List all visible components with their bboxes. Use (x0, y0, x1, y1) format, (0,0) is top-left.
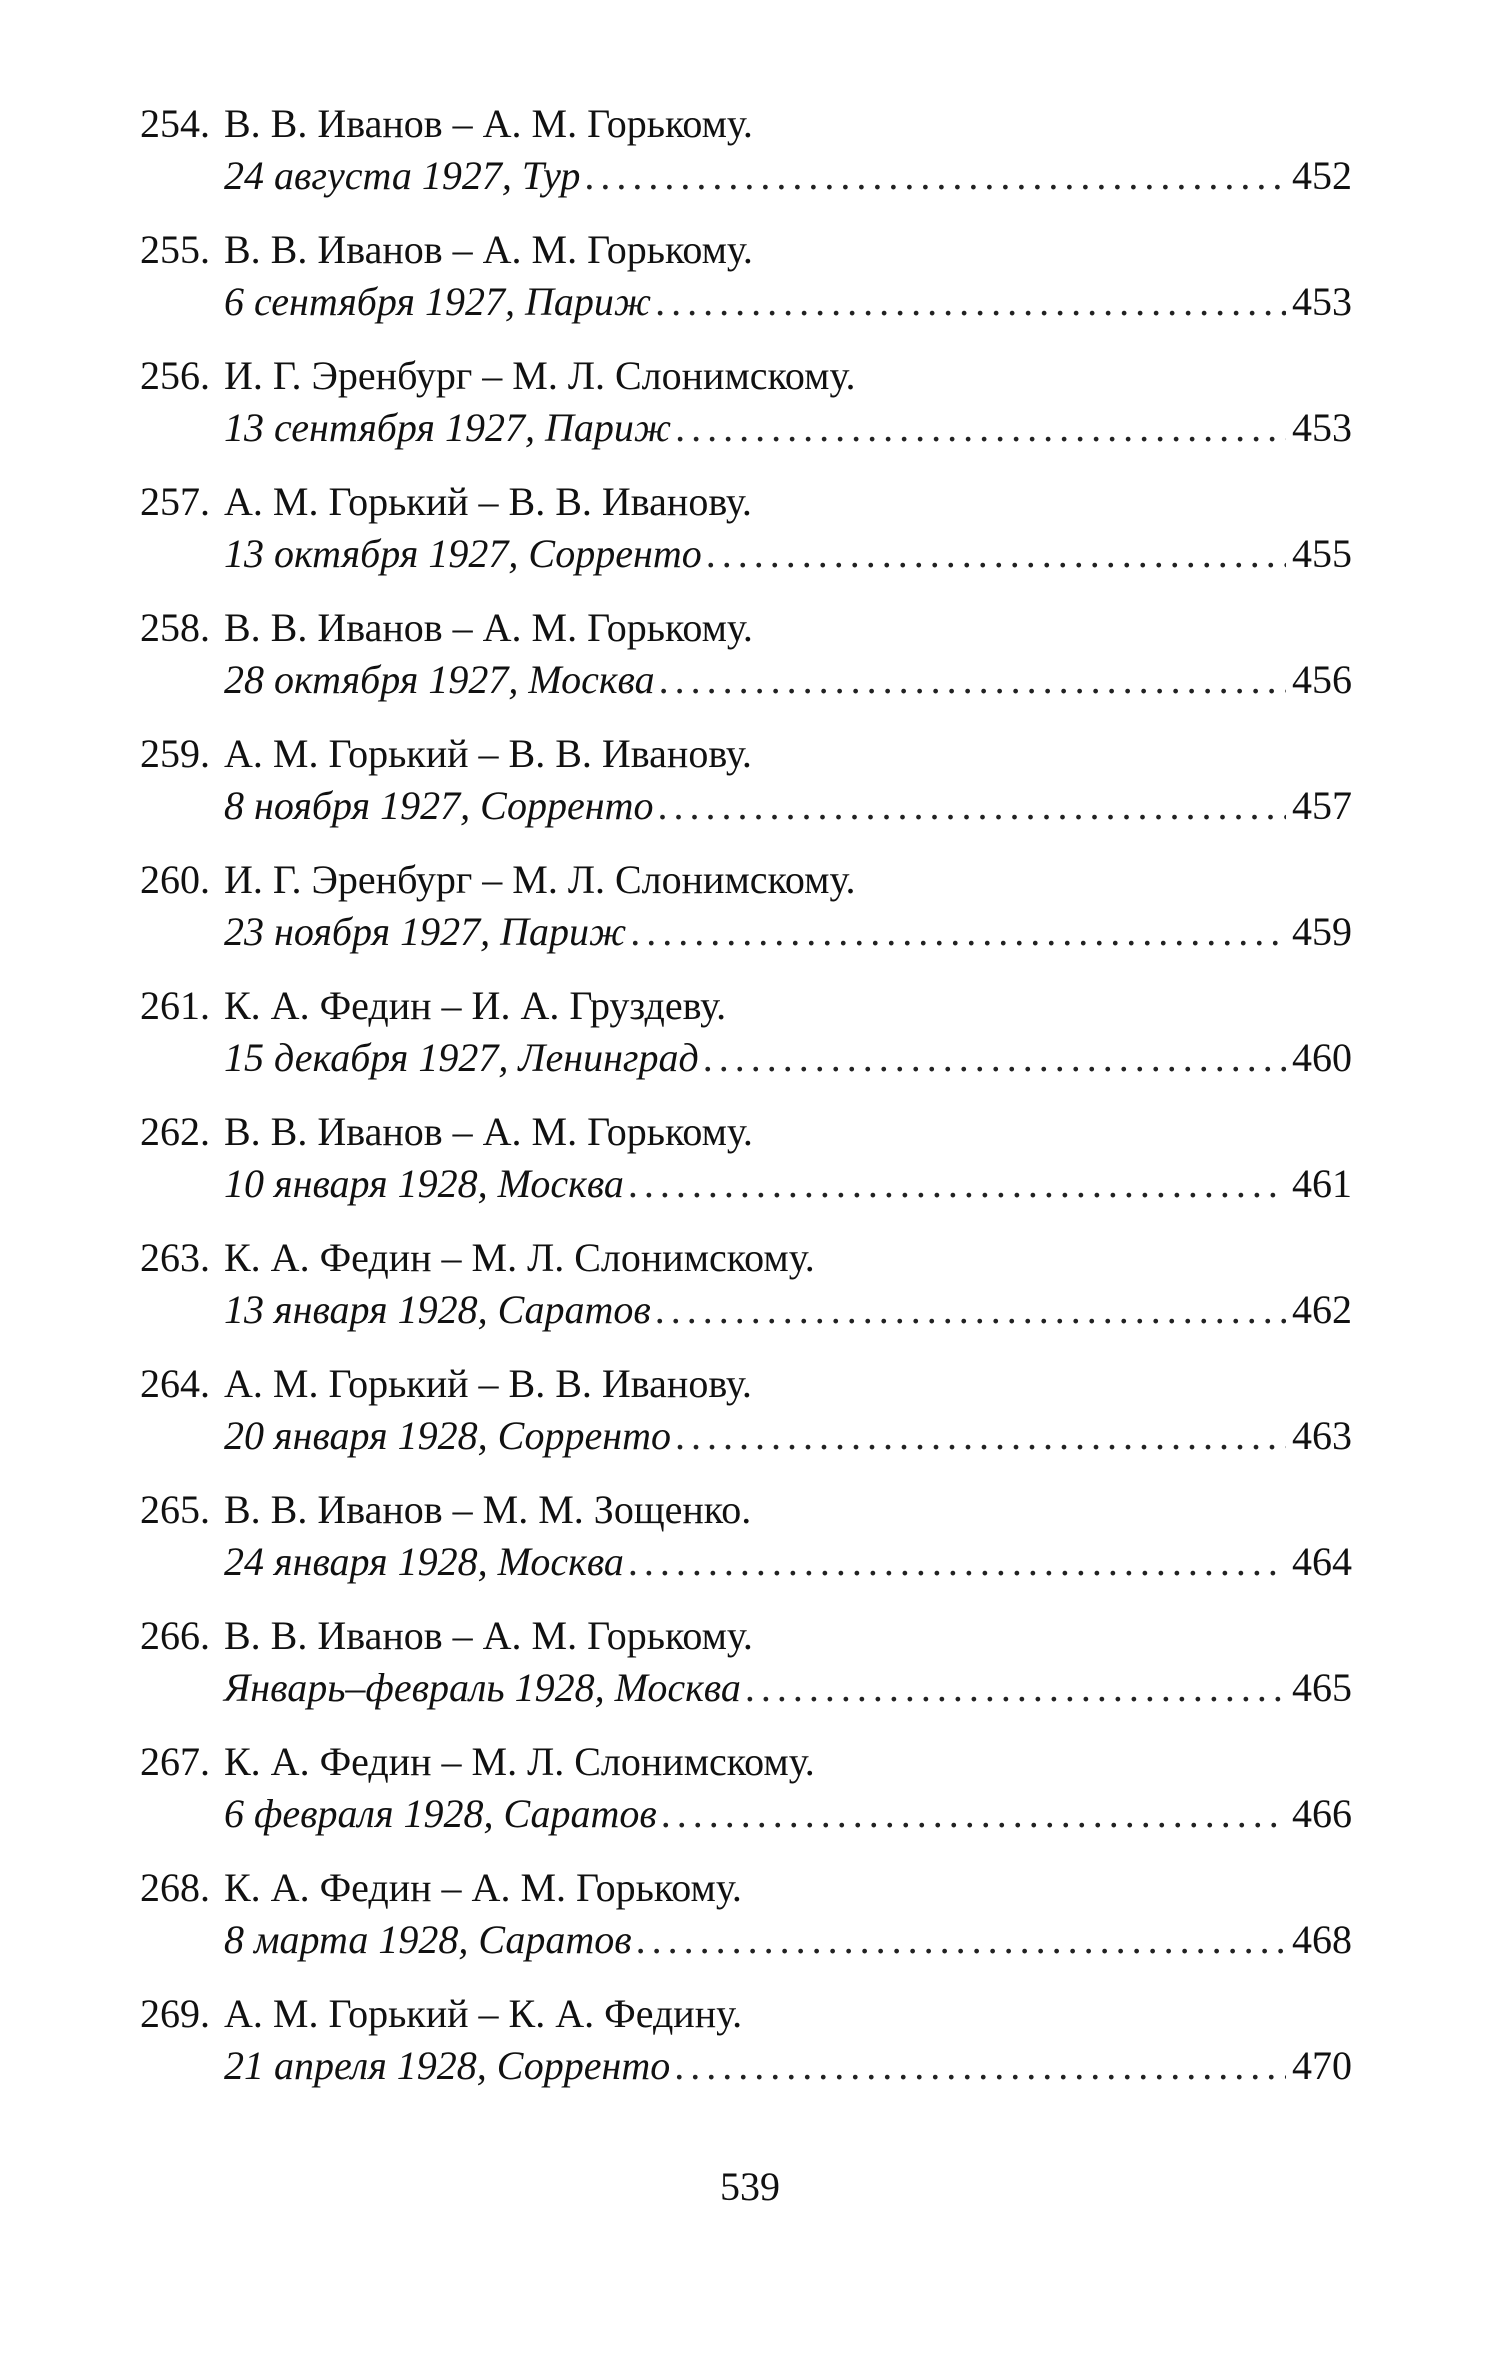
leader-dots (661, 1790, 1286, 1838)
entry-heading (140, 1990, 742, 2038)
entry-title: В. В. Иванов – М. М. Зощенко. (224, 1487, 752, 1532)
entry-detail (224, 1160, 1352, 1208)
toc-entry (140, 856, 1352, 982)
entry-date-place: 13 января 1928, Саратов (224, 1287, 651, 1332)
entry-page-number: 455 (1292, 531, 1352, 576)
toc-entry (140, 1864, 1352, 1990)
entry-detail (224, 1790, 1352, 1838)
entry-title: А. М. Горький – В. В. Иванову. (224, 1361, 752, 1406)
entry-number: 261. (140, 983, 210, 1028)
entry-title: И. Г. Эренбург – М. Л. Слонимскому. (224, 857, 856, 902)
entry-title: В. В. Иванов – А. М. Горькому. (224, 605, 753, 650)
entry-number: 255. (140, 227, 210, 272)
entry-page-number: 453 (1292, 279, 1352, 324)
entry-date-place: Январь–февраль 1928, Москва (224, 1665, 741, 1710)
entry-page-number: 462 (1292, 1287, 1352, 1332)
entry-page-number: 468 (1292, 1917, 1352, 1962)
entry-date-place: 24 января 1928, Москва (224, 1539, 624, 1584)
entry-date-place: 10 января 1928, Москва (224, 1161, 624, 1206)
toc-entry (140, 100, 1352, 226)
entry-title: А. М. Горький – К. А. Федину. (224, 1991, 743, 2036)
leader-dots (745, 1664, 1286, 1712)
entry-date-place: 13 сентября 1927, Париж (224, 405, 672, 450)
entry-page-number: 457 (1292, 783, 1352, 828)
entry-number: 262. (140, 1109, 210, 1154)
leader-dots (655, 278, 1286, 326)
toc-entry (140, 1108, 1352, 1234)
entry-page-number: 461 (1292, 1161, 1352, 1206)
entry-detail (224, 656, 1352, 704)
toc-entry (140, 1612, 1352, 1738)
entry-date-place: 21 апреля 1928, Сорренто (224, 2043, 671, 2088)
entry-date-place: 28 октября 1927, Москва (224, 657, 655, 702)
entry-date-place: 6 февраля 1928, Саратов (224, 1791, 657, 1836)
entry-heading (140, 478, 752, 526)
entry-date-place: 6 сентября 1927, Париж (224, 279, 652, 324)
entry-detail (224, 278, 1352, 326)
entry-heading (140, 1108, 753, 1156)
entry-title: В. В. Иванов – А. М. Горькому. (224, 1613, 753, 1658)
entry-date-place: 20 января 1928, Сорренто (224, 1413, 672, 1458)
entry-detail (224, 530, 1352, 578)
entry-detail (224, 1538, 1352, 1586)
entry-title: В. В. Иванов – А. М. Горькому. (224, 1109, 753, 1154)
toc-entry (140, 226, 1352, 352)
leader-dots (706, 530, 1286, 578)
leader-dots (675, 1412, 1286, 1460)
leader-dots (659, 656, 1286, 704)
entry-number: 258. (140, 605, 210, 650)
toc-entry (140, 1486, 1352, 1612)
leader-dots (628, 1538, 1286, 1586)
entry-page-number: 465 (1292, 1665, 1352, 1710)
entry-title: В. В. Иванов – А. М. Горькому. (224, 101, 753, 146)
entry-page-number: 453 (1292, 405, 1352, 450)
table-of-contents (140, 100, 1352, 2116)
entry-detail (224, 782, 1352, 830)
entry-heading (140, 1738, 815, 1786)
leader-dots (674, 2042, 1286, 2090)
entry-number: 260. (140, 857, 210, 902)
entry-date-place: 8 марта 1928, Саратов (224, 1917, 632, 1962)
entry-title: К. А. Федин – А. М. Горькому. (224, 1865, 742, 1910)
entry-number: 265. (140, 1487, 210, 1532)
leader-dots (655, 1286, 1286, 1334)
entry-number: 266. (140, 1613, 210, 1658)
entry-number: 256. (140, 353, 210, 398)
entry-number: 254. (140, 101, 210, 146)
entry-detail (224, 152, 1352, 200)
entry-number: 263. (140, 1235, 210, 1280)
entry-number: 267. (140, 1739, 210, 1784)
entry-page-number: 466 (1292, 1791, 1352, 1836)
toc-entry (140, 604, 1352, 730)
entry-detail (224, 1916, 1352, 1964)
toc-entry (140, 1738, 1352, 1864)
entry-heading (140, 1612, 753, 1660)
entry-heading (140, 226, 753, 274)
toc-entry (140, 1360, 1352, 1486)
entry-title: К. А. Федин – М. Л. Слонимскому. (224, 1235, 815, 1280)
toc-entry (140, 478, 1352, 604)
entry-heading (140, 604, 753, 652)
entry-title: К. А. Федин – И. А. Груздеву. (224, 983, 727, 1028)
entry-number: 268. (140, 1865, 210, 1910)
entry-detail (224, 1412, 1352, 1460)
entry-page-number: 460 (1292, 1035, 1352, 1080)
entry-number: 259. (140, 731, 210, 776)
entry-heading (140, 1234, 815, 1282)
leader-dots (636, 1916, 1286, 1964)
entry-page-number: 459 (1292, 909, 1352, 954)
toc-entry (140, 352, 1352, 478)
entry-title: К. А. Федин – М. Л. Слонимскому. (224, 1739, 815, 1784)
entry-heading (140, 1486, 751, 1534)
page-number: 539 (720, 2164, 780, 2209)
entry-detail (224, 1664, 1352, 1712)
leader-dots (703, 1034, 1286, 1082)
entry-page-number: 470 (1292, 2043, 1352, 2088)
entry-page-number: 452 (1292, 153, 1352, 198)
entry-date-place: 13 октября 1927, Сорренто (224, 531, 702, 576)
entry-heading (140, 982, 726, 1030)
entry-page-number: 464 (1292, 1539, 1352, 1584)
entry-detail (224, 404, 1352, 452)
entry-date-place: 23 ноября 1927, Париж (224, 909, 627, 954)
toc-entry (140, 730, 1352, 856)
entry-detail (224, 1034, 1352, 1082)
entry-heading (140, 100, 753, 148)
entry-page-number: 463 (1292, 1413, 1352, 1458)
entry-detail (224, 2042, 1352, 2090)
entry-date-place: 24 августа 1927, Тур (224, 153, 581, 198)
entry-number: 264. (140, 1361, 210, 1406)
entry-heading (140, 1864, 742, 1912)
toc-entry (140, 982, 1352, 1108)
leader-dots (658, 782, 1286, 830)
entry-date-place: 8 ноября 1927, Сорренто (224, 783, 654, 828)
leader-dots (628, 1160, 1286, 1208)
toc-entry (140, 1234, 1352, 1360)
entry-heading (140, 352, 855, 400)
entry-title: А. М. Горький – В. В. Иванову. (224, 731, 752, 776)
entry-heading (140, 1360, 752, 1408)
entry-page-number: 456 (1292, 657, 1352, 702)
entry-date-place: 15 декабря 1927, Ленинград (224, 1035, 699, 1080)
entry-heading (140, 856, 855, 904)
entry-title: А. М. Горький – В. В. Иванову. (224, 479, 752, 524)
entry-number: 257. (140, 479, 210, 524)
entry-heading (140, 730, 752, 778)
leader-dots (675, 404, 1286, 452)
leader-dots (584, 152, 1286, 200)
toc-entry (140, 1990, 1352, 2116)
entry-number: 269. (140, 1991, 210, 2036)
entry-detail (224, 908, 1352, 956)
leader-dots (630, 908, 1286, 956)
entry-title: В. В. Иванов – А. М. Горькому. (224, 227, 753, 272)
entry-title: И. Г. Эренбург – М. Л. Слонимскому. (224, 353, 856, 398)
entry-detail (224, 1286, 1352, 1334)
